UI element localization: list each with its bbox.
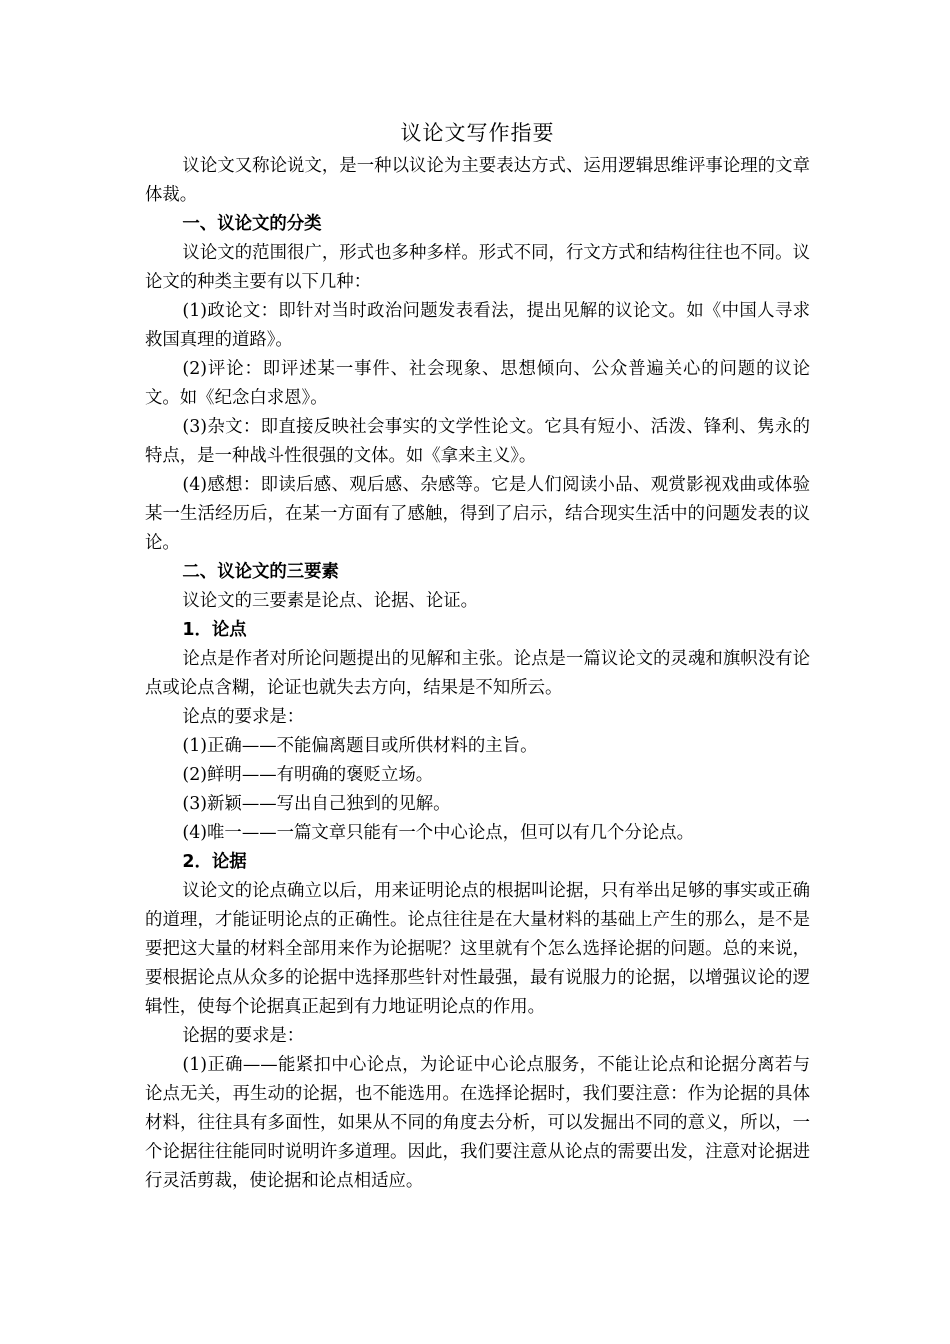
subsection-heading-argument: 1．论点 bbox=[182, 620, 247, 640]
list-item: (2)鲜明——有明确的褒贬立场。 bbox=[182, 765, 434, 785]
list-item: (1)正确——能紧扣中心论点，为论证中心论点服务，不能让论点和论据分离若与论点无关，再生动的论据，也不能选用。在选择论据时，我们要注意：作为论据的具体材料，往往具有多面性，如果从不同的角度去分析，可以发掘出不同的意义，所以，一个论据往往能同时说明许多道理。因此，我们要注意从论点的需要出发，注意对论据进行灵活剪裁，使论据和论点相适应。 bbox=[145, 1055, 810, 1191]
list-item: (1)正确——不能偏离题目或所供材料的主旨。 bbox=[182, 736, 538, 756]
evidence-requirements-label: 论据的要求是： bbox=[182, 1026, 305, 1046]
section-heading-three-elements: 二、议论文的三要素 bbox=[182, 562, 339, 582]
list-item: (4)感想：即读后感、观后感、杂感等。它是人们阅读小品、观赏影视戏曲或体验某一生活经历后，在某一方面有了感触，得到了启示，结合现实生活中的问题发表的议论。 bbox=[145, 475, 810, 553]
list-item: (2)评论：即评述某一事件、社会现象、思想倾向、公众普遍关心的问题的议论文。如《纪念白求恩》。 bbox=[145, 359, 810, 408]
intro-paragraph: 议论文又称论说文，是一种以议论为主要表达方式、运用逻辑思维评事论理的文章体裁。 bbox=[145, 156, 810, 205]
argument-paragraph: 论点是作者对所论问题提出的见解和主张。论点是一篇议论文的灵魂和旗帜没有论点或论点含糊，论证也就失去方向，结果是不知所云。 bbox=[145, 649, 810, 698]
list-item: (1)政论文：即针对当时政治问题发表看法，提出见解的议论文。如《中国人寻求救国真理的道路》。 bbox=[145, 301, 810, 350]
list-item: (3)新颖——写出自己独到的见解。 bbox=[182, 794, 451, 814]
three-elements-paragraph: 议论文的三要素是论点、论据、论证。 bbox=[182, 591, 479, 611]
section-heading-classification: 一、议论文的分类 bbox=[182, 214, 322, 234]
classification-paragraph: 议论文的范围很广，形式也多种多样。形式不同，行文方式和结构往往也不同。议论文的种类主要有以下几种： bbox=[145, 243, 810, 292]
subsection-heading-evidence: 2．论据 bbox=[182, 852, 247, 872]
document-page bbox=[145, 118, 810, 1196]
document-title: 议论文写作指要 bbox=[400, 121, 555, 145]
evidence-paragraph: 议论文的论点确立以后，用来证明论点的根据叫论据，只有举出足够的事实或正确的道理，才能证明论点的正确性。论点往往是在大量材料的基础上产生的那么，是不是要把这大量的材料全部用来作为论据呢？这里就有个怎么选择论据的问题。总的来说，要根据论点从众多的论据中选择那些针对性最强，最有说服力的论据，以增强议论的逻辑性，使每个论据真正起到有力地证明论点的作用。 bbox=[145, 881, 810, 1017]
list-item: (4)唯一——一篇文章只能有一个中心论点，但可以有几个分论点。 bbox=[182, 823, 694, 843]
list-item: (3)杂文：即直接反映社会事实的文学性论文。它具有短小、活泼、锋利、隽永的特点，是一种战斗性很强的文体。如《拿来主义》。 bbox=[145, 417, 810, 466]
argument-requirements-label: 论点的要求是： bbox=[182, 707, 305, 727]
